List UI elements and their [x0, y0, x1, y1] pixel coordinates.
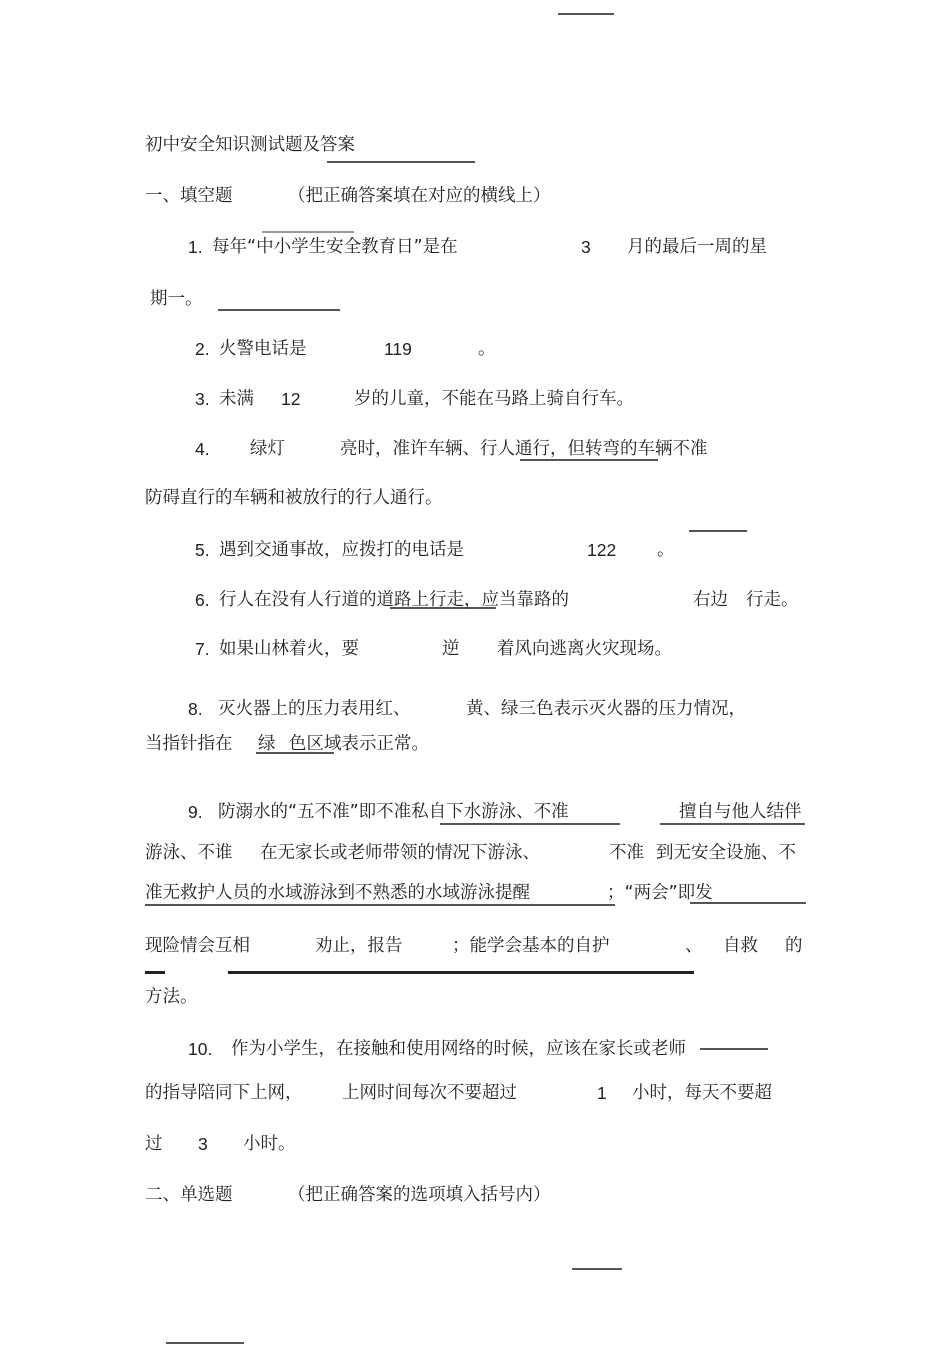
q8-text: 灭火器上的压力表用红、	[218, 699, 411, 719]
q9-line4e: 自救	[723, 936, 758, 956]
q9-line2c: 不准	[609, 843, 644, 863]
q1-text: 每年“中小学生安全教育日”是在	[212, 237, 458, 257]
q1-number: 1.	[188, 237, 203, 257]
section2-heading: 二、单选题	[145, 1185, 233, 1205]
q8-text-2: 黄、绿三色表示灭火器的压力情况，	[466, 699, 746, 719]
q7-text-after: 着风向逃离火灾现场。	[497, 639, 672, 659]
q9-line1b: 擅自与他人结伴	[679, 802, 802, 822]
section1-instruction: （把正确答案填在对应的横线上）	[288, 186, 551, 206]
q4-answer: 绿灯	[250, 439, 285, 459]
q8-answer: 绿	[258, 734, 276, 754]
q9-line3b: ；“两会”即发	[607, 883, 713, 903]
bottom-rule-1	[572, 1268, 622, 1270]
q1-mark	[262, 231, 354, 233]
q7-number: 7.	[195, 639, 210, 659]
title-underline	[327, 161, 475, 163]
q7-text: 如果山林着火，要	[219, 639, 359, 659]
q2-text: 火警电话是	[219, 339, 307, 359]
q9-line4b: 劝止，报告	[315, 936, 403, 956]
q9-number: 9.	[188, 802, 203, 822]
q5-end: 。	[657, 540, 675, 560]
q1-text-after: 月的最后一周的星	[627, 237, 767, 257]
q9-line2d: 到无安全设施、不	[656, 843, 796, 863]
bottom-rule-2	[166, 1342, 244, 1344]
q9-line4c: ；能学会基本的自护	[452, 936, 610, 956]
q10-answer-2: 3	[198, 1134, 208, 1154]
q9-line3a: 准无救护人员的水域游泳到不熟悉的水域游泳提醒	[145, 883, 530, 903]
q10-number: 10.	[188, 1039, 213, 1059]
q10-line3c: 小时。	[243, 1134, 296, 1154]
q8-continuation-after: 色区域表示正常。	[289, 734, 429, 754]
q1-continuation: 期一。	[150, 289, 203, 309]
q9-underline-1	[440, 823, 620, 825]
q9-underline-5	[145, 971, 165, 974]
q3-text: 未满	[219, 389, 254, 409]
q10-underline	[700, 1048, 768, 1050]
q10-line2a: 的指导陪同下上网，	[145, 1083, 303, 1103]
q2-end: 。	[478, 339, 496, 359]
q5-text: 遇到交通事故，应拨打的电话是	[219, 540, 464, 560]
q9-line4a: 现险情会互相	[145, 936, 250, 956]
q9-line4d: 、	[685, 936, 703, 956]
page-title: 初中安全知识测试题及答案	[145, 135, 355, 155]
q7-answer: 逆	[442, 639, 460, 659]
q8-continuation: 当指针指在	[145, 734, 233, 754]
q9-line4f: 的	[785, 936, 803, 956]
top-rule	[558, 13, 614, 15]
q3-number: 3.	[195, 389, 210, 409]
q10-line1: 作为小学生，在接触和使用网络的时候，应该在家长或老师	[231, 1039, 686, 1059]
q9-underline-2	[660, 823, 805, 825]
q6-answer: 右边	[693, 590, 728, 610]
q9-line5: 方法。	[145, 987, 198, 1007]
q1-answer: 3	[581, 237, 591, 257]
q5-number: 5.	[195, 540, 210, 560]
q9-line2a: 游泳、不谁	[145, 843, 233, 863]
q8-number: 8.	[188, 699, 203, 719]
q3-text-after: 岁的儿童，不能在马路上骑自行车。	[354, 389, 634, 409]
q9-underline-3	[145, 904, 615, 906]
q10-line3a: 过	[145, 1134, 163, 1154]
q6-text: 行人在没有人行道的道路上行走，应当靠路的	[219, 590, 569, 610]
q9-underline-6	[228, 971, 694, 974]
q2-number: 2.	[195, 339, 210, 359]
q10-line2b: 上网时间每次不要超过	[342, 1083, 517, 1103]
q5-answer: 122	[587, 540, 617, 560]
q6-number: 6.	[195, 590, 210, 610]
q4-number: 4.	[195, 439, 210, 459]
q1-blank-rule	[218, 309, 340, 311]
q4-text-after: 亮时，准许车辆、行人通行，但转弯的车辆不准	[340, 439, 708, 459]
section2-instruction: （把正确答案的选项填入括号内）	[288, 1185, 551, 1205]
q5-mark	[689, 530, 747, 532]
q9-line1a: 防溺水的“五不准”即不准私自下水游泳、不准	[218, 802, 569, 822]
q10-line2d: 小时，每天不要超	[632, 1083, 772, 1103]
q3-answer: 12	[281, 389, 301, 409]
q6-text-after: 行走。	[746, 590, 799, 610]
section1-heading: 一、填空题	[145, 186, 233, 206]
q4-continuation: 防碍直行的车辆和被放行的行人通行。	[145, 488, 443, 508]
q9-line2b: 在无家长或老师带领的情况下游泳、	[260, 843, 540, 863]
q2-answer: 119	[384, 339, 412, 359]
q10-answer-1: 1	[597, 1083, 607, 1103]
